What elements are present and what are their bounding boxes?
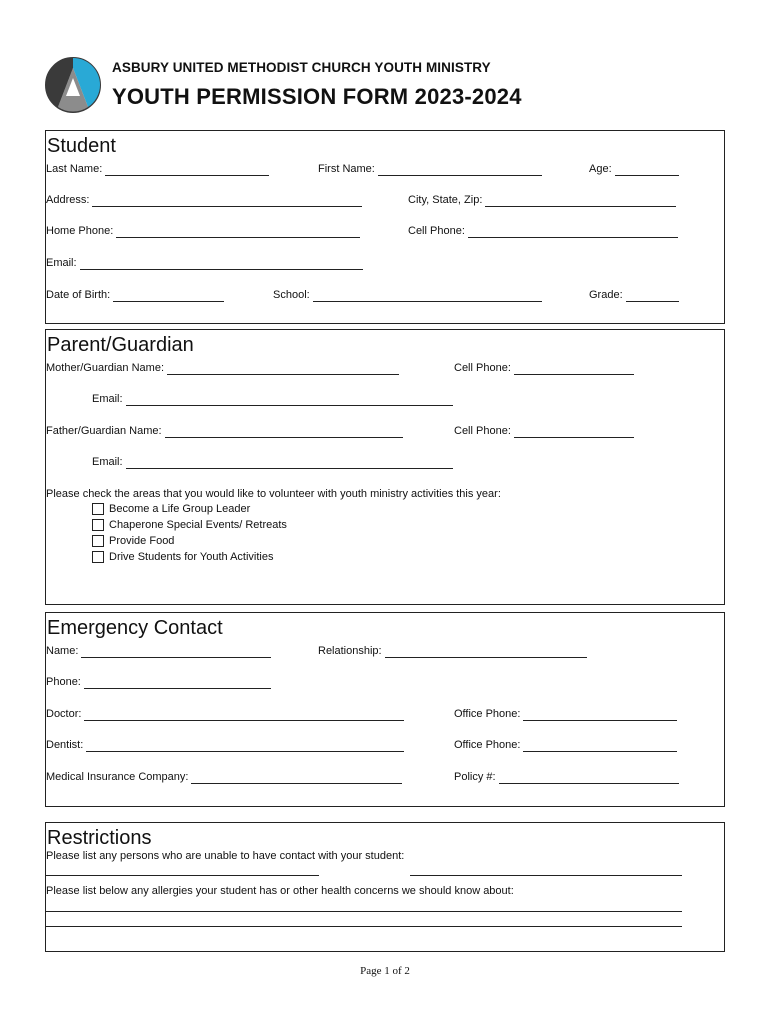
- field-label: Relationship:: [318, 645, 382, 657]
- field-label: Doctor:: [46, 708, 82, 720]
- field-label: City, State, Zip:: [408, 194, 483, 206]
- no-contact-line-2[interactable]: [410, 875, 682, 876]
- mother-email-field[interactable]: [92, 392, 453, 406]
- checkbox[interactable]: [92, 535, 104, 547]
- field-label: Cell Phone:: [454, 362, 511, 374]
- school-field[interactable]: [273, 288, 542, 302]
- field-label: Grade:: [589, 289, 623, 301]
- section-title: Restrictions: [47, 827, 152, 849]
- field-label: Policy #:: [454, 771, 496, 783]
- home-phone-field[interactable]: [46, 224, 360, 238]
- insurance-company-field[interactable]: [46, 770, 402, 784]
- option-label: Chaperone Special Events/ Retreats: [109, 519, 287, 531]
- volunteer-prompt: Please check the areas that you would like to volunteer with youth ministry activities this year:: [46, 488, 501, 500]
- field-label: School:: [273, 289, 310, 301]
- city-state-zip-field[interactable]: [408, 193, 676, 207]
- field-label: Office Phone:: [454, 739, 521, 751]
- field-label: Office Phone:: [454, 708, 521, 720]
- volunteer-option-life-group[interactable]: [92, 502, 250, 516]
- field-label: Cell Phone:: [408, 225, 465, 237]
- checkbox[interactable]: [92, 519, 104, 531]
- emergency-phone-field[interactable]: [46, 675, 271, 689]
- mother-name-field[interactable]: [46, 361, 399, 375]
- policy-number-field[interactable]: [454, 770, 679, 784]
- allergies-line-1[interactable]: [46, 911, 682, 912]
- field-label: Address:: [46, 194, 90, 206]
- field-label: Email:: [92, 456, 123, 468]
- dentist-office-phone-field[interactable]: [454, 738, 677, 752]
- field-label: Email:: [92, 393, 123, 405]
- dentist-field[interactable]: [46, 738, 404, 752]
- field-label: Dentist:: [46, 739, 84, 751]
- father-name-field[interactable]: [46, 424, 403, 438]
- parent-guardian-section: [45, 329, 725, 605]
- doctor-field[interactable]: [46, 707, 404, 721]
- no-contact-line-1[interactable]: [46, 875, 319, 876]
- field-label: Cell Phone:: [454, 425, 511, 437]
- allergies-prompt: Please list below any allergies your student has or other health concerns we should know about:: [46, 885, 514, 897]
- student-email-field[interactable]: [46, 256, 363, 270]
- student-cell-phone-field[interactable]: [408, 224, 678, 238]
- field-label: Home Phone:: [46, 225, 114, 237]
- organization-name: ASBURY UNITED METHODIST CHURCH YOUTH MINISTRY: [112, 60, 491, 75]
- field-label: Medical Insurance Company:: [46, 771, 189, 783]
- restrictions-section: [45, 822, 725, 952]
- father-cell-phone-field[interactable]: [454, 424, 634, 438]
- emergency-contact-section: [45, 612, 725, 807]
- last-name-field[interactable]: [46, 162, 269, 176]
- first-name-field[interactable]: [318, 162, 542, 176]
- field-label: First Name:: [318, 163, 375, 175]
- field-label: Email:: [46, 257, 77, 269]
- doctor-office-phone-field[interactable]: [454, 707, 677, 721]
- field-label: Date of Birth:: [46, 289, 111, 301]
- form-title: YOUTH PERMISSION FORM 2023-2024: [112, 84, 522, 109]
- section-title: Parent/Guardian: [47, 334, 194, 356]
- section-title: Emergency Contact: [47, 617, 223, 639]
- field-label: Last Name:: [46, 163, 103, 175]
- allergies-line-2[interactable]: [46, 926, 682, 927]
- relationship-field[interactable]: [318, 644, 587, 658]
- section-title: Student: [47, 135, 116, 157]
- grade-field[interactable]: [589, 288, 679, 302]
- emergency-name-field[interactable]: [46, 644, 271, 658]
- field-label: Name:: [46, 645, 79, 657]
- mother-cell-phone-field[interactable]: [454, 361, 634, 375]
- page-number: Page 1 of 2: [360, 965, 410, 977]
- address-field[interactable]: [46, 193, 362, 207]
- date-of-birth-field[interactable]: [46, 288, 224, 302]
- checkbox[interactable]: [92, 503, 104, 515]
- father-email-field[interactable]: [92, 455, 453, 469]
- field-label: Age:: [589, 163, 612, 175]
- volunteer-option-food[interactable]: [92, 534, 174, 548]
- volunteer-option-chaperone[interactable]: [92, 518, 287, 532]
- checkbox[interactable]: [92, 551, 104, 563]
- field-label: Father/Guardian Name:: [46, 425, 162, 437]
- volunteer-option-drive[interactable]: [92, 550, 273, 564]
- option-label: Drive Students for Youth Activities: [109, 551, 274, 563]
- no-contact-prompt: Please list any persons who are unable to have contact with your student:: [46, 850, 405, 862]
- age-field[interactable]: [589, 162, 679, 176]
- field-label: Phone:: [46, 676, 81, 688]
- option-label: Provide Food: [109, 535, 175, 547]
- student-section: [45, 130, 725, 324]
- option-label: Become a Life Group Leader: [109, 503, 251, 515]
- field-label: Mother/Guardian Name:: [46, 362, 164, 374]
- church-logo: [44, 56, 102, 114]
